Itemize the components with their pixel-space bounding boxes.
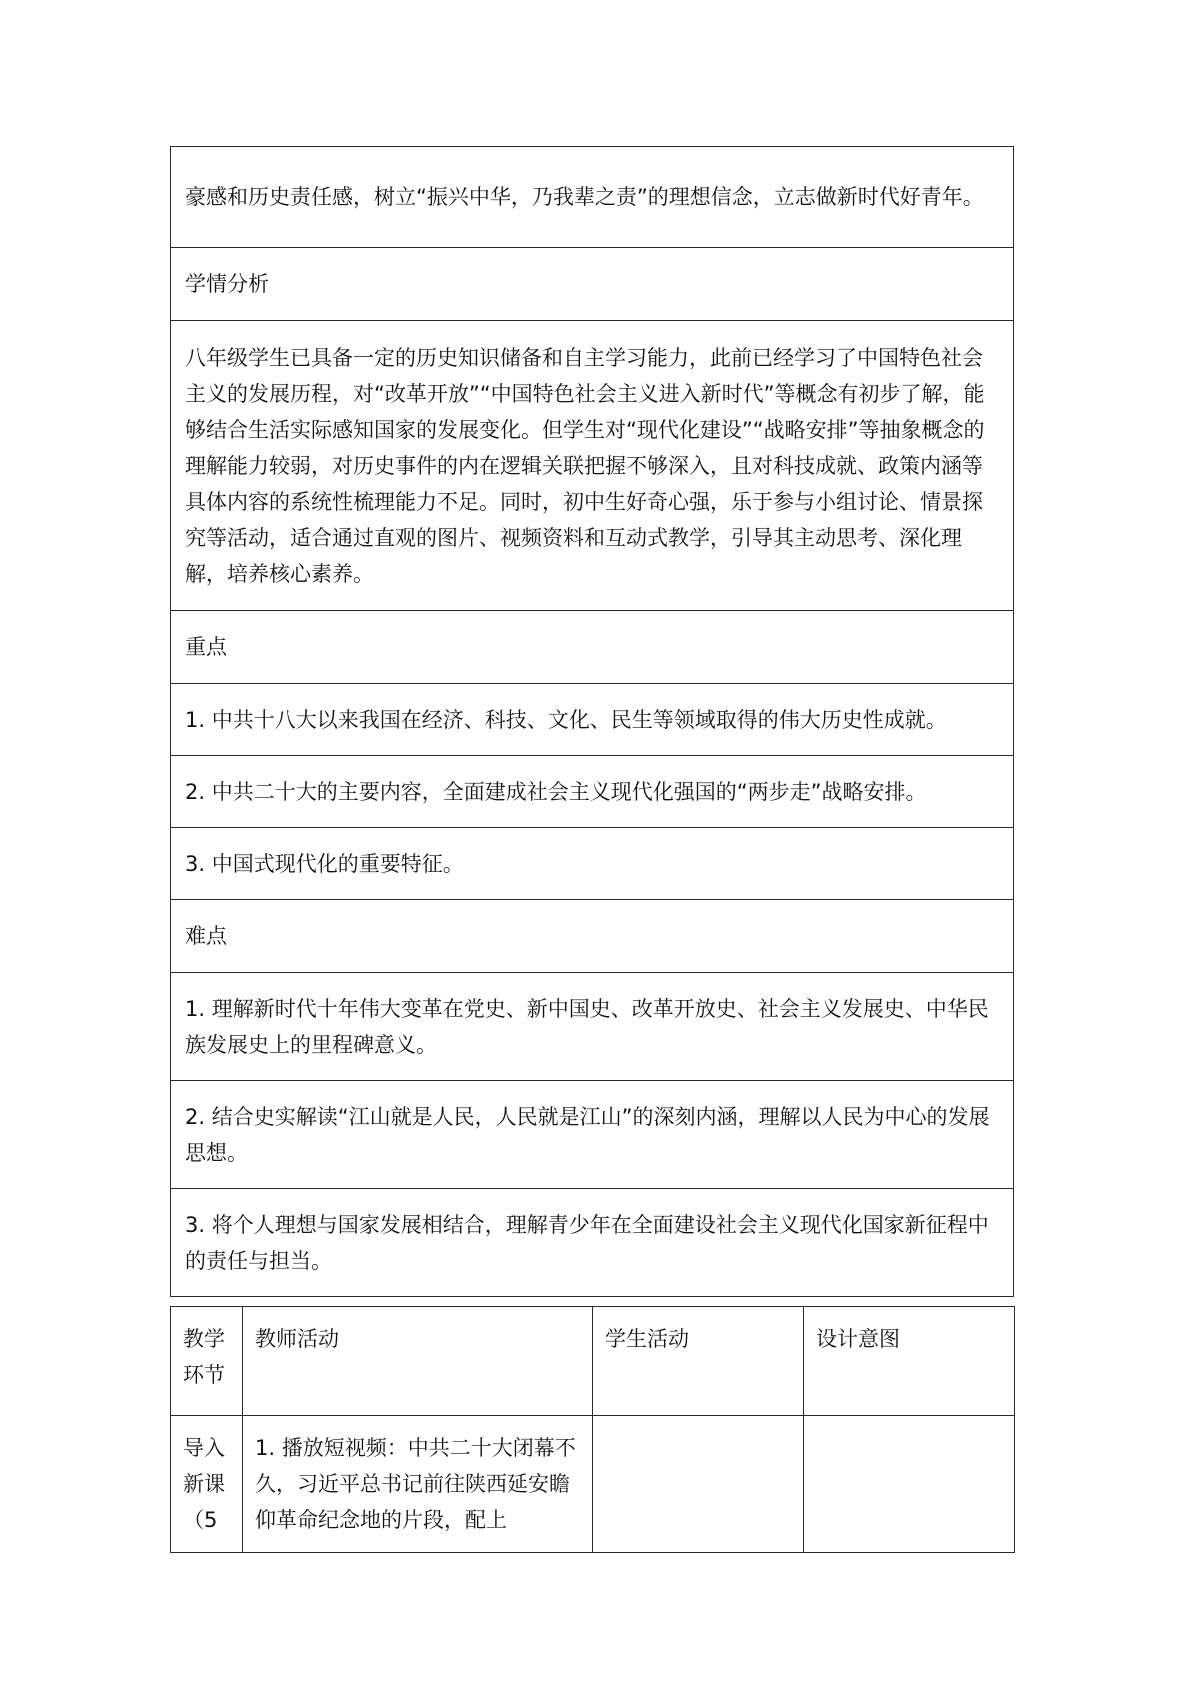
analysis-heading-cell [171, 248, 1014, 321]
difficulty-item [171, 973, 1014, 1081]
header-stage: 教学环节 [171, 1307, 243, 1416]
design-intent-cell [804, 1416, 1015, 1553]
header-teacher-activity: 教师活动 [243, 1307, 593, 1416]
difficulties-heading: 难点 [185, 924, 227, 948]
difficulty-2: 2. 结合史实解读“江山就是人民，人民就是江山”的深刻内涵，理解以人民为中心的发展思想。 [185, 1104, 990, 1165]
analysis-text: 八年级学生已具备一定的历史知识储备和自主学习能力，此前已经学习了中国特色社会主义的发展历程，对“改革开放”“中国特色社会主义进入新时代”等概念有初步了解，能够结合生活实际感知国家的发展变化。但学生对“现代化建设”“战略安排”等抽象概念的理解能力较弱，对历史事件的内在逻辑关联把握不够深入，且对科技成就、政策内涵等具体内容的系统性梳理能力不足。同时，初中生好奇心强，乐于参与小组讨论、情景探究等活动，适合通过直观的图片、视频资料和互动式教学，引导其主动思考、深化理解，培养核心素养。 [185, 345, 985, 586]
difficulties-heading-cell [171, 900, 1014, 973]
key-point-3: 3. 中国式现代化的重要特征。 [185, 851, 464, 876]
key-point-1: 1. 中共十八大以来我国在经济、科技、文化、民生等领域取得的伟大历史性成就。 [185, 707, 947, 732]
key-point-2: 2. 中共二十大的主要内容，全面建成社会主义现代化强国的“两步走”战略安排。 [185, 779, 927, 804]
goals-continuation-cell [171, 147, 1014, 248]
difficulty-3: 3. 将个人理想与国家发展相结合，理解青少年在全面建设社会主义现代化国家新征程中的责任与担当。 [185, 1212, 989, 1273]
table-row [171, 1416, 1015, 1553]
key-point-item [171, 684, 1014, 756]
teacher-activity-cell: 1. 播放短视频：中共二十大闭幕不久，习近平总书记前往陕西延安瞻仰革命纪念地的片段，配上 [243, 1416, 593, 1553]
teaching-process-table [170, 1306, 1015, 1553]
table-header-row [171, 1307, 1015, 1416]
header-student-activity: 学生活动 [593, 1307, 804, 1416]
difficulty-item [171, 1189, 1014, 1297]
key-points-heading: 重点 [185, 635, 227, 659]
student-activity-cell [593, 1416, 804, 1553]
stage-cell: 导入新课（5 [171, 1416, 243, 1553]
key-point-item [171, 828, 1014, 900]
difficulty-1: 1. 理解新时代十年伟大变革在党史、新中国史、改革开放史、社会主义发展史、中华民族发展史上的里程碑意义。 [185, 996, 989, 1057]
analysis-heading: 学情分析 [185, 272, 269, 296]
goals-continuation-text: 豪感和历史责任感，树立“振兴中华，乃我辈之责”的理想信念，立志做新时代好青年。 [185, 185, 984, 209]
key-points-heading-cell [171, 611, 1014, 684]
difficulty-item [171, 1081, 1014, 1189]
key-point-item [171, 756, 1014, 828]
lesson-plan-table [170, 146, 1014, 1297]
header-design-intent: 设计意图 [804, 1307, 1015, 1416]
analysis-text-cell [171, 321, 1014, 611]
